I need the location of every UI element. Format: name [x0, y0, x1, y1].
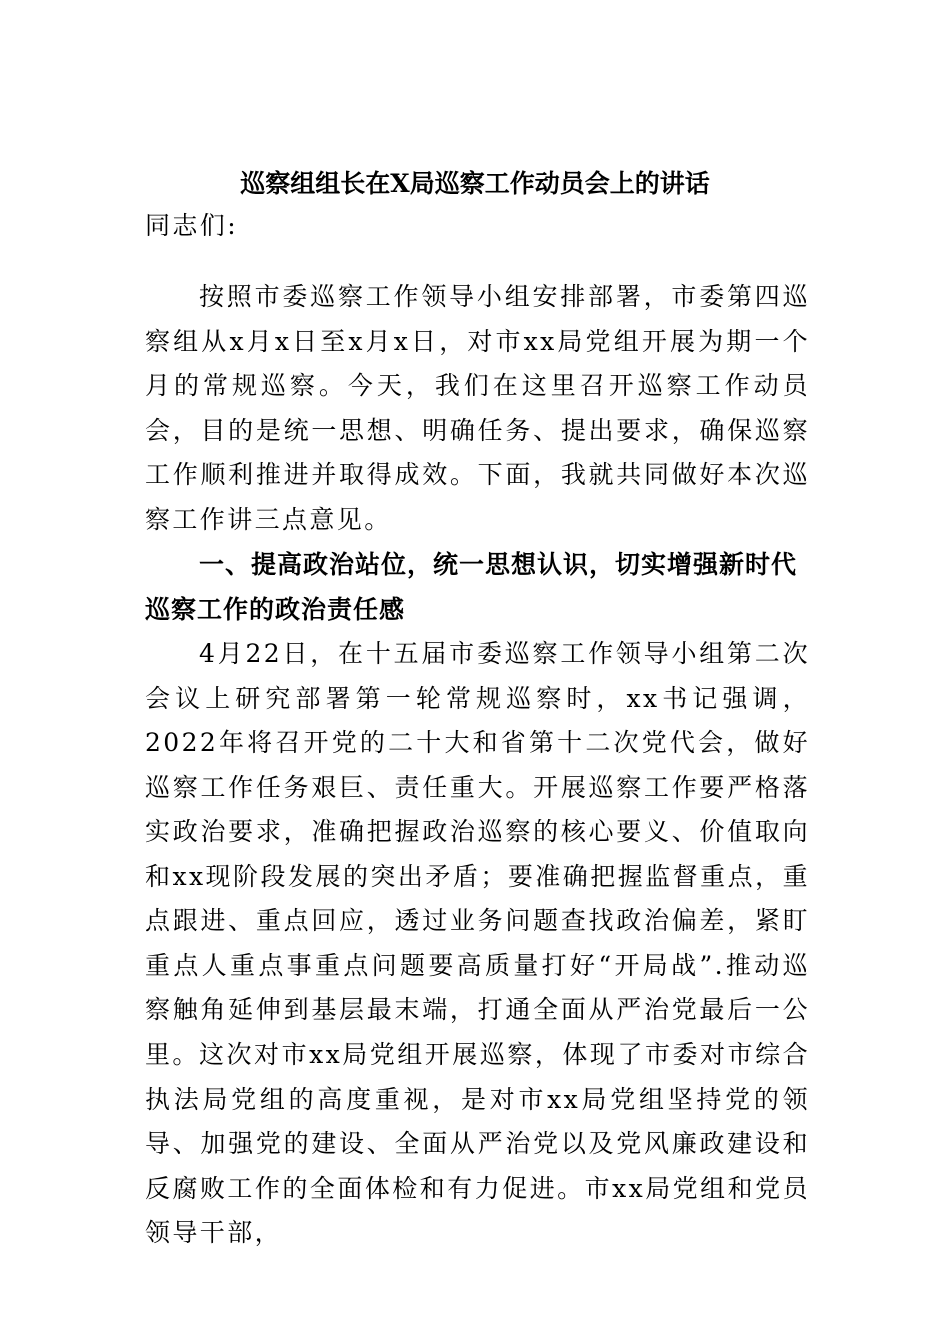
paragraph-section-1-a: 4月22日，在十五届市委巡察工作领导小组第二次会议上研究部署第一轮常规巡察时，xx书记强调，2022年将召开党的二十大和省第十二次党代会，做好巡察工作任务艰巨、责任重大。开展巡察工作要严格落实政治要求，准确把握政治巡察的核心要义、价值取向和xx现阶段发展的突出矛盾；要准确把握监督重点，重点跟进、重点回应，透过业务问题查找政治偏差，紧盯重点人重点事重点问题要高质量打好“开局战”.推动巡察触角延伸到基层最末端，打通全面从严治党最后一公里。 [145, 639, 810, 1069]
paragraph-intro: 按照市委巡察工作领导小组安排部署，市委第四巡察组从x月x日至x月x日，对市xx局党组开展为期一个月的常规巡察。今天，我们在这里召开巡察工作动员会，目的是统一思想、明确任务、提出要求，确保巡察工作顺利推进并取得成效。下面，我就共同做好本次巡察工作讲三点意见。 [145, 282, 810, 534]
document-title: 巡察组组长在X局巡察工作动员会上的讲话 [240, 169, 710, 198]
salutation: 同志们: [145, 211, 239, 240]
paragraph-section-1-b: 这次对市xx局党组开展巡察，体现了市委对市综合执法局党组的高度重视，是对市xx局党组坚持党的领导、加强党的建设、全面从严治党以及党风廉政建设和反腐败工作的全面体检和有力促进。市xx局党组和党员领导干部， [145, 1040, 810, 1247]
section-heading-1: 一、提高政治站位，统一思想认识，切实增强新时代巡察工作的政治责任感 [145, 550, 798, 624]
